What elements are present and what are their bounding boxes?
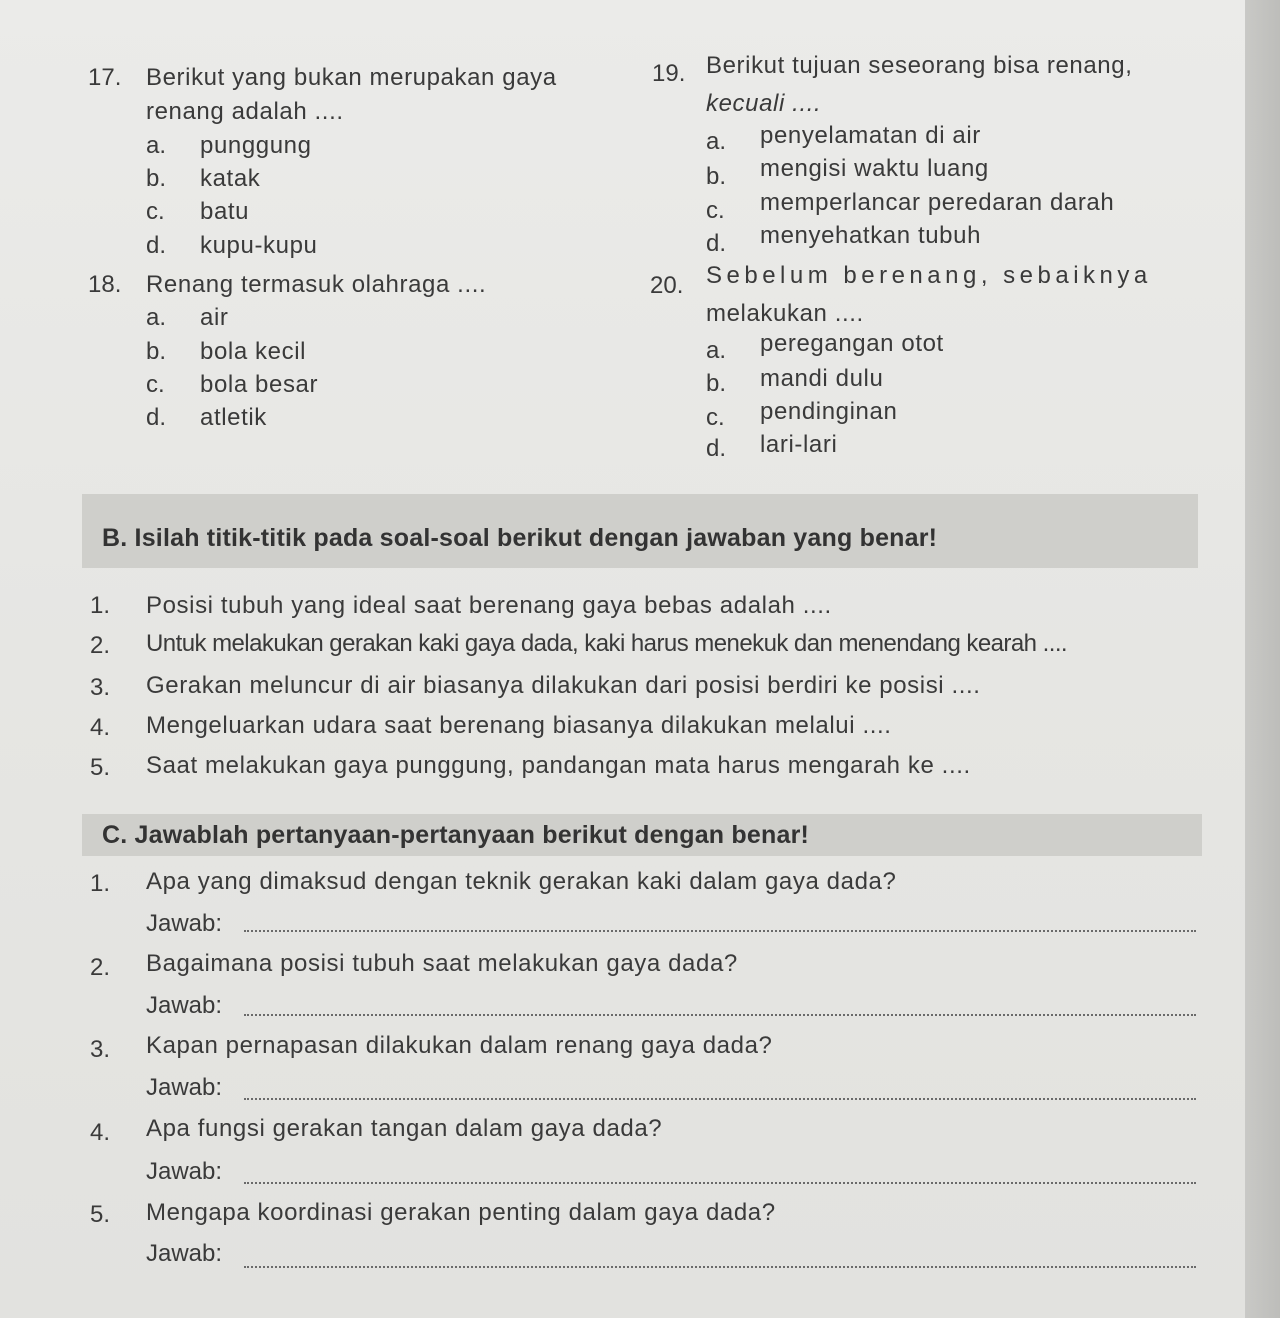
q18-option-text: atletik <box>200 404 267 431</box>
q17-option-text: kupu-kupu <box>200 232 318 259</box>
q20-question-line1: Sebelum berenang, sebaiknya <box>706 262 1152 289</box>
q18-question: Renang termasuk olahraga .... <box>146 271 487 298</box>
q20-number: 20. <box>650 272 684 299</box>
q19-option-label: a. <box>706 128 727 155</box>
q17-option-label: b. <box>146 165 167 192</box>
q18-option-label: c. <box>146 371 165 398</box>
section-b-item-text: Mengeluarkan udara saat berenang biasanya dilakukan melalui .... <box>146 712 892 739</box>
q17-option-label: a. <box>146 132 167 159</box>
section-c-question: Mengapa koordinasi gerakan penting dalam gaya dada? <box>146 1199 776 1226</box>
answer-label: Jawab: <box>146 1158 223 1185</box>
q17-option-text: punggung <box>200 132 312 159</box>
section-c-item-number: 1. <box>90 870 111 897</box>
q17-option-label: c. <box>146 198 165 225</box>
q19-question-line1: Berikut tujuan seseorang bisa renang, <box>706 52 1133 79</box>
section-b-item-text: Posisi tubuh yang ideal saat berenang gaya bebas adalah .... <box>146 592 832 619</box>
q19-question-line2: kecuali .... <box>706 90 822 117</box>
q20-option-label: c. <box>706 404 725 431</box>
q19-option-text: mengisi waktu luang <box>760 155 989 182</box>
section-c-question: Apa fungsi gerakan tangan dalam gaya dada? <box>146 1115 663 1142</box>
section-b-item-number: 5. <box>90 754 111 781</box>
section-c-heading: C. Jawablah pertanyaan-pertanyaan berikut dengan benar! <box>102 821 810 849</box>
q19-option-text: menyehatkan tubuh <box>760 222 982 249</box>
q19-option-label: b. <box>706 163 727 190</box>
q18-option-text: bola kecil <box>200 338 307 365</box>
section-c-item-number: 3. <box>90 1036 111 1063</box>
q17-option-text: batu <box>200 198 250 225</box>
q20-option-label: d. <box>706 435 727 462</box>
q17-question-line1: Berikut yang bukan merupakan gaya <box>146 64 557 91</box>
answer-label: Jawab: <box>146 1074 223 1101</box>
q20-option-text: lari-lari <box>760 431 838 458</box>
section-b-heading: B. Isilah titik-titik pada soal-soal berikut dengan jawaban yang benar! <box>102 524 938 552</box>
section-b-item-text: Saat melakukan gaya punggung, pandangan mata harus mengarah ke .... <box>146 752 971 779</box>
q20-question-line2: melakukan .... <box>706 300 864 327</box>
answer-line[interactable] <box>244 1182 1196 1184</box>
answer-line[interactable] <box>244 1266 1196 1268</box>
q19-option-label: d. <box>706 230 727 257</box>
q18-option-label: a. <box>146 304 167 331</box>
q19-option-label: c. <box>706 197 725 224</box>
section-b-item-text: Gerakan meluncur di air biasanya dilakukan dari posisi berdiri ke posisi .... <box>146 672 981 699</box>
page-edge <box>1245 0 1280 1318</box>
q19-option-text: memperlancar peredaran darah <box>760 189 1115 216</box>
section-c-question: Kapan pernapasan dilakukan dalam renang gaya dada? <box>146 1032 773 1059</box>
section-c-item-number: 5. <box>90 1201 111 1228</box>
q17-question-line2: renang adalah .... <box>146 98 344 125</box>
q19-number: 19. <box>652 60 686 87</box>
q17-number: 17. <box>88 64 122 91</box>
section-c-question: Bagaimana posisi tubuh saat melakukan gaya dada? <box>146 950 738 977</box>
section-b-item-number: 3. <box>90 674 111 701</box>
answer-line[interactable] <box>244 930 1196 932</box>
q20-option-label: a. <box>706 337 727 364</box>
q18-option-text: bola besar <box>200 371 319 398</box>
q17-option-label: d. <box>146 232 167 259</box>
answer-label: Jawab: <box>146 1240 223 1267</box>
q18-number: 18. <box>88 271 122 298</box>
q20-option-label: b. <box>706 370 727 397</box>
q20-option-text: pendinginan <box>760 398 898 425</box>
q19-option-text: penyelamatan di air <box>760 122 981 149</box>
section-b-item-number: 1. <box>90 592 111 619</box>
answer-label: Jawab: <box>146 992 223 1019</box>
section-c-item-number: 4. <box>90 1119 111 1146</box>
q20-option-text: mandi dulu <box>760 365 884 392</box>
answer-line[interactable] <box>244 1098 1196 1100</box>
section-b-item-text: Untuk melakukan gerakan kaki gaya dada, kaki harus menekuk dan menendang kearah .... <box>146 630 1068 657</box>
section-c-question: Apa yang dimaksud dengan teknik gerakan kaki dalam gaya dada? <box>146 868 897 895</box>
section-b-item-number: 2. <box>90 632 111 659</box>
q17-option-text: katak <box>200 165 261 192</box>
q20-option-text: peregangan otot <box>760 330 944 357</box>
q18-option-label: d. <box>146 404 167 431</box>
section-c-item-number: 2. <box>90 954 111 981</box>
answer-label: Jawab: <box>146 910 223 937</box>
q18-option-text: air <box>200 304 229 331</box>
answer-line[interactable] <box>244 1014 1196 1016</box>
section-b-item-number: 4. <box>90 714 111 741</box>
q18-option-label: b. <box>146 338 167 365</box>
